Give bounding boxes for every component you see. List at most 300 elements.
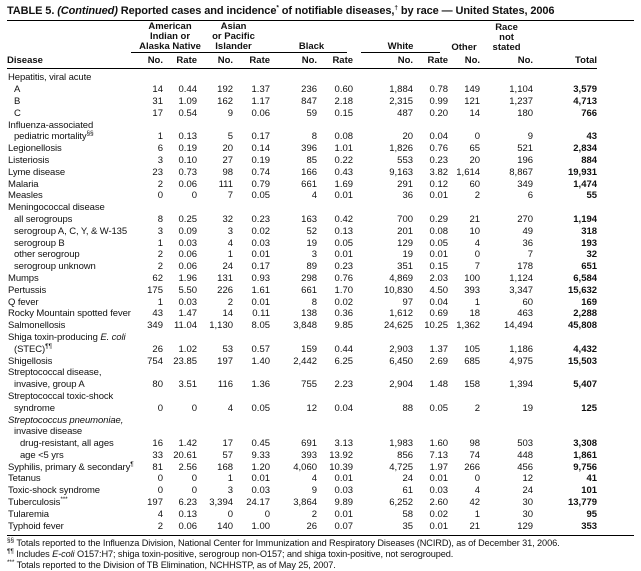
value-cell: 30 — [522, 508, 534, 520]
value-cell: 0.76 — [334, 272, 354, 284]
disease-name: Hepatitis, viral acute — [8, 72, 92, 84]
value-cell: 33 — [152, 449, 163, 461]
value-cell — [448, 69, 480, 84]
value-cell: 18 — [469, 308, 481, 320]
value-cell: 8,867 — [509, 166, 534, 178]
disease-row — [7, 179, 597, 191]
value-cell: 1.36 — [251, 379, 271, 391]
total-value: 101 — [581, 485, 598, 497]
value-cell: 0 — [157, 473, 163, 485]
total-value: 32 — [586, 249, 598, 261]
value-cell: 0 — [157, 190, 163, 202]
value-cell: 553 — [397, 154, 414, 166]
value-cell — [413, 120, 448, 132]
disease-row — [7, 190, 597, 202]
disease-name: Tularemia — [8, 508, 49, 520]
disease-row — [7, 238, 597, 250]
value-cell: 691 — [301, 438, 318, 450]
disease-row — [7, 143, 597, 155]
value-cell: 6.25 — [334, 355, 354, 367]
value-cell: 1.69 — [334, 178, 354, 190]
disease-name: serogroup unknown — [14, 261, 96, 273]
value-cell: 192 — [217, 84, 234, 96]
disease-row — [7, 485, 597, 497]
value-cell: 456 — [517, 461, 534, 473]
value-cell: 463 — [517, 308, 534, 320]
col-header-rate: Rate — [233, 53, 270, 69]
value-cell — [270, 202, 317, 214]
value-cell — [480, 426, 533, 438]
value-cell: 1.96 — [178, 272, 198, 284]
value-cell: 0.04 — [334, 402, 354, 414]
value-cell: 168 — [217, 461, 234, 473]
value-cell: 6 — [527, 190, 534, 202]
disease-name: Meningococcal disease — [8, 202, 105, 214]
value-cell: 1,983 — [389, 438, 414, 450]
total-value: 4,432 — [573, 343, 598, 355]
value-cell: 1.48 — [429, 379, 449, 391]
disease-row — [7, 155, 597, 167]
value-cell: 1 — [157, 237, 163, 249]
value-cell: 4 — [227, 402, 234, 414]
value-cell — [163, 415, 197, 427]
value-cell: 4 — [157, 508, 163, 520]
total-value: 2,834 — [573, 143, 598, 155]
value-cell: 1.60 — [429, 438, 449, 450]
disease-name: invasive, group A — [14, 379, 85, 391]
value-cell: 3,347 — [509, 284, 534, 296]
total-value: 43 — [586, 131, 598, 143]
value-cell: 8 — [311, 131, 318, 143]
value-cell: 2.03 — [429, 272, 449, 284]
value-cell — [317, 202, 353, 214]
table-title — [7, 4, 634, 21]
disease-row — [7, 473, 597, 485]
value-cell: 4,725 — [389, 461, 414, 473]
total-value: 1,194 — [573, 213, 598, 225]
value-cell: 856 — [397, 449, 414, 461]
value-cell: 2.60 — [429, 497, 449, 509]
column-group-black: Black — [276, 42, 347, 54]
disease-name: drug-resistant, all ages — [20, 438, 114, 450]
value-cell: 0.17 — [251, 131, 271, 143]
value-cell: 1,614 — [456, 166, 481, 178]
value-cell: 7 — [227, 190, 234, 202]
value-cell: 7.13 — [429, 449, 449, 461]
value-cell: 0.57 — [251, 343, 271, 355]
value-cell — [233, 69, 270, 84]
value-cell: 5.50 — [178, 284, 198, 296]
value-cell: 0.11 — [252, 308, 271, 320]
value-cell: 6 — [157, 143, 163, 155]
value-cell: 0.60 — [334, 84, 354, 96]
disease-row — [7, 344, 597, 356]
total-value: 55 — [586, 190, 598, 202]
value-cell: 0.06 — [251, 107, 271, 119]
value-cell: 270 — [517, 213, 534, 225]
value-cell: 197 — [147, 497, 163, 509]
value-cell: 11.04 — [173, 320, 198, 332]
value-cell — [448, 120, 480, 132]
value-cell — [413, 426, 448, 438]
value-cell: 1.09 — [178, 95, 198, 107]
value-cell: 0 — [227, 508, 234, 520]
value-cell — [143, 69, 163, 84]
value-cell: 685 — [464, 355, 481, 367]
total-value: 125 — [581, 402, 598, 414]
disease-row — [7, 167, 597, 179]
title-text-1: Reported cases and incidence — [117, 5, 277, 17]
value-cell — [197, 367, 233, 379]
disease-row — [7, 96, 597, 108]
value-cell: 149 — [464, 84, 481, 96]
value-cell: 0.17 — [251, 261, 271, 273]
total-value — [533, 69, 597, 84]
disease-name: (STEC)¶¶ — [14, 342, 52, 355]
disease-row — [7, 438, 597, 450]
value-cell: 81 — [152, 461, 163, 473]
total-value: 95 — [586, 508, 598, 520]
value-cell: 0.01 — [251, 249, 271, 261]
value-cell: 74 — [469, 449, 481, 461]
value-cell: 1,394 — [509, 379, 534, 391]
value-cell: 503 — [517, 438, 534, 450]
col-header-rate: Rate — [163, 53, 197, 69]
disease-name: Shiga toxin-producing E. coli — [8, 331, 126, 343]
value-cell — [480, 69, 533, 84]
disease-row — [7, 214, 597, 226]
value-cell: 6,450 — [389, 355, 414, 367]
value-cell: 1,826 — [389, 143, 414, 155]
value-cell: 1.40 — [251, 355, 271, 367]
value-cell: 448 — [517, 449, 534, 461]
value-cell: 62 — [152, 272, 163, 284]
value-cell: 0.12 — [429, 178, 449, 190]
value-cell: 0.01 — [334, 249, 354, 261]
value-cell — [143, 202, 163, 214]
col-header-no: No. — [353, 53, 413, 69]
value-cell: 0 — [157, 402, 163, 414]
value-cell — [163, 426, 197, 438]
disease-column-header: Disease — [7, 53, 143, 69]
value-cell: 0.09 — [178, 225, 198, 237]
footnote-marker-pilcrow: ¶¶ — [7, 548, 14, 556]
value-cell — [233, 202, 270, 214]
value-cell: 0.06 — [178, 249, 198, 261]
total-value: 651 — [581, 261, 598, 273]
group-header-row — [7, 22, 597, 53]
value-cell: 131 — [217, 272, 234, 284]
title-continued: (Continued) — [57, 5, 118, 17]
value-cell — [197, 332, 233, 344]
value-cell: 31 — [152, 95, 163, 107]
value-cell: 9 — [527, 131, 534, 143]
value-cell: 0.02 — [429, 508, 449, 520]
value-cell: 21 — [469, 213, 481, 225]
value-cell: 6,252 — [389, 497, 414, 509]
total-value — [533, 120, 597, 132]
value-cell: 16 — [152, 438, 163, 450]
disease-row — [7, 261, 597, 273]
value-cell — [448, 332, 480, 344]
value-cell: 0.76 — [429, 143, 449, 155]
value-cell: 1 — [474, 508, 481, 520]
value-cell: 3 — [227, 225, 234, 237]
value-cell: 8 — [157, 213, 163, 225]
value-cell: 26 — [152, 343, 163, 355]
disease-row — [7, 403, 597, 415]
footnote-marker-asterisk: * — [276, 4, 279, 12]
value-cell — [197, 69, 233, 84]
disease-name: A — [14, 84, 21, 96]
value-cell — [480, 415, 533, 427]
value-cell — [233, 367, 270, 379]
value-cell: 19 — [522, 402, 534, 414]
value-cell: 8 — [311, 296, 318, 308]
value-cell: 2 — [474, 190, 481, 202]
value-cell: 0.19 — [251, 154, 271, 166]
disease-name: Rocky Mountain spotted fever — [8, 308, 131, 320]
disease-row — [7, 462, 597, 474]
disease-row — [7, 308, 597, 320]
value-cell: 4,060 — [293, 461, 318, 473]
total-value: 318 — [581, 225, 598, 237]
disease-name: Pertussis — [8, 284, 47, 296]
value-cell: 4 — [227, 237, 234, 249]
value-cell: 85 — [306, 154, 318, 166]
value-cell: 163 — [301, 213, 318, 225]
value-cell: 26 — [306, 520, 318, 532]
value-cell: 291 — [397, 178, 414, 190]
disease-row — [7, 356, 597, 368]
total-value: 3,579 — [573, 84, 598, 96]
value-cell — [353, 391, 413, 403]
total-value: 4,713 — [573, 95, 598, 107]
value-cell: 0.23 — [251, 213, 271, 225]
disease-name: Malaria — [8, 178, 39, 190]
value-cell: 0 — [474, 473, 481, 485]
value-cell: 12 — [306, 402, 318, 414]
value-cell: 30 — [522, 497, 534, 509]
value-cell: 49 — [522, 225, 534, 237]
value-cell: 0.01 — [429, 190, 449, 202]
value-cell — [233, 391, 270, 403]
value-cell: 17 — [222, 438, 234, 450]
value-cell: 12 — [522, 473, 534, 485]
value-cell: 2.18 — [334, 95, 354, 107]
value-cell: 13.92 — [329, 449, 354, 461]
value-cell: 4 — [474, 485, 481, 497]
disease-name: invasive disease — [14, 426, 83, 438]
value-cell — [317, 415, 353, 427]
value-cell: 0.01 — [334, 190, 354, 202]
total-value: 5,407 — [573, 379, 598, 391]
value-cell: 20.61 — [173, 449, 198, 461]
value-cell: 100 — [464, 272, 481, 284]
value-cell: 0.01 — [334, 508, 354, 520]
value-cell: 24 — [402, 473, 414, 485]
value-cell — [480, 202, 533, 214]
value-cell — [143, 367, 163, 379]
value-cell: 0.23 — [334, 261, 354, 273]
total-value — [533, 391, 597, 403]
value-cell — [317, 120, 353, 132]
disease-row — [7, 379, 597, 391]
value-cell: 0.01 — [334, 473, 354, 485]
value-cell — [448, 367, 480, 379]
value-cell: 9.33 — [251, 449, 271, 461]
total-value — [533, 332, 597, 344]
value-cell: 0.02 — [334, 296, 354, 308]
value-cell: 847 — [301, 95, 318, 107]
value-cell: 0.05 — [251, 402, 271, 414]
total-value: 45,808 — [567, 320, 598, 332]
disease-section-row — [7, 202, 597, 214]
value-cell: 351 — [397, 261, 414, 273]
footnote-marker-dagger: † — [394, 4, 398, 12]
value-cell: 3,864 — [293, 497, 318, 509]
title-text-2: of notifiable diseases, — [278, 5, 395, 17]
value-cell: 36 — [522, 237, 534, 249]
value-cell: 111 — [218, 178, 234, 190]
value-cell: 226 — [217, 284, 234, 296]
total-value: 19,931 — [567, 166, 598, 178]
value-cell: 4 — [474, 237, 481, 249]
value-cell: 2.56 — [178, 461, 198, 473]
value-cell — [197, 202, 233, 214]
value-cell: 9 — [227, 107, 234, 119]
value-cell: 24,625 — [383, 320, 414, 332]
value-cell — [317, 69, 353, 84]
disease-name: Legionellosis — [8, 143, 62, 155]
value-cell: 35 — [402, 520, 414, 532]
value-cell: 9.89 — [334, 497, 354, 509]
disease-name: serogroup B — [14, 237, 65, 249]
value-cell: 2 — [157, 178, 163, 190]
disease-row — [7, 297, 597, 309]
value-cell — [143, 415, 163, 427]
column-group-race-not-stated: Race not stated — [492, 22, 521, 53]
value-cell: 3 — [311, 249, 318, 261]
disease-name: C — [14, 107, 21, 119]
value-cell: 0.05 — [334, 237, 354, 249]
value-cell — [163, 69, 197, 84]
value-cell: 1.37 — [429, 343, 449, 355]
disease-section-row — [7, 426, 597, 438]
value-cell: 2.23 — [334, 379, 354, 391]
value-cell: 0 — [474, 249, 481, 261]
value-cell: 0.69 — [429, 308, 449, 320]
value-cell: 105 — [464, 343, 481, 355]
disease-section-row — [7, 415, 597, 427]
value-cell: 162 — [217, 95, 234, 107]
value-cell — [143, 426, 163, 438]
total-value: 15,632 — [567, 284, 598, 296]
value-cell — [413, 69, 448, 84]
disease-section-row — [7, 367, 597, 379]
value-cell: 3.82 — [429, 166, 449, 178]
disease-section-row — [7, 391, 597, 403]
value-cell — [413, 391, 448, 403]
col-header-no: No. — [480, 53, 533, 69]
disease-name: Syphilis, primary & secondary¶ — [8, 460, 134, 473]
total-value: 9,756 — [573, 461, 598, 473]
value-cell: 0.54 — [178, 107, 198, 119]
value-cell: 393 — [301, 449, 318, 461]
value-cell: 2 — [157, 249, 163, 261]
value-cell: 10 — [469, 225, 481, 237]
value-cell: 1,186 — [509, 343, 534, 355]
disease-name: Shigellosis — [8, 355, 53, 367]
value-cell — [197, 415, 233, 427]
value-cell: 14 — [222, 308, 234, 320]
value-cell: 52 — [306, 225, 318, 237]
value-cell: 175 — [147, 284, 163, 296]
table-body — [7, 69, 597, 533]
disease-row — [7, 84, 597, 96]
value-cell — [480, 120, 533, 132]
disease-name: all serogroups — [14, 213, 73, 225]
value-cell: 0.08 — [334, 131, 354, 143]
value-cell: 24 — [522, 485, 534, 497]
col-header-no: No. — [197, 53, 233, 69]
value-cell: 27 — [222, 154, 234, 166]
value-cell: 0.03 — [429, 485, 449, 497]
value-cell — [353, 69, 413, 84]
value-cell — [270, 69, 317, 84]
value-cell: 80 — [152, 379, 163, 391]
col-header-no: No. — [143, 53, 163, 69]
disease-name: Measles — [8, 190, 43, 202]
value-cell: 0.22 — [334, 154, 354, 166]
value-cell: 10,830 — [383, 284, 414, 296]
disease-row — [7, 450, 597, 462]
value-cell: 8.05 — [251, 320, 271, 332]
total-value — [533, 367, 597, 379]
value-cell: 1,130 — [209, 320, 234, 332]
value-cell: 19 — [306, 237, 318, 249]
value-cell: 58 — [402, 508, 414, 520]
value-cell — [163, 367, 197, 379]
value-cell: 158 — [464, 379, 481, 391]
value-cell — [270, 415, 317, 427]
value-cell: 0.73 — [178, 166, 198, 178]
value-cell: 1.47 — [178, 308, 198, 320]
value-cell: 755 — [301, 379, 318, 391]
value-cell: 4,975 — [509, 355, 534, 367]
value-cell: 6.23 — [178, 497, 198, 509]
col-header-no: No. — [270, 53, 317, 69]
value-cell: 42 — [469, 497, 481, 509]
value-cell: 0.36 — [334, 308, 354, 320]
value-cell: 3.51 — [178, 379, 198, 391]
footnote-marker-section: §§ — [7, 537, 15, 545]
value-cell: 2 — [227, 296, 234, 308]
value-cell: 0.13 — [178, 508, 198, 520]
value-cell: 0.07 — [334, 520, 354, 532]
disease-name: other serogroup — [14, 249, 80, 261]
value-cell: 20 — [469, 154, 481, 166]
disease-name: Typhoid fever — [8, 520, 64, 532]
total-value: 353 — [581, 520, 598, 532]
value-cell: 1,884 — [389, 84, 414, 96]
value-cell: 10.25 — [424, 320, 449, 332]
total-value: 169 — [581, 296, 598, 308]
value-cell: 201 — [397, 225, 414, 237]
disease-row — [7, 285, 597, 297]
value-cell: 2 — [474, 402, 481, 414]
value-cell: 0.03 — [251, 485, 271, 497]
